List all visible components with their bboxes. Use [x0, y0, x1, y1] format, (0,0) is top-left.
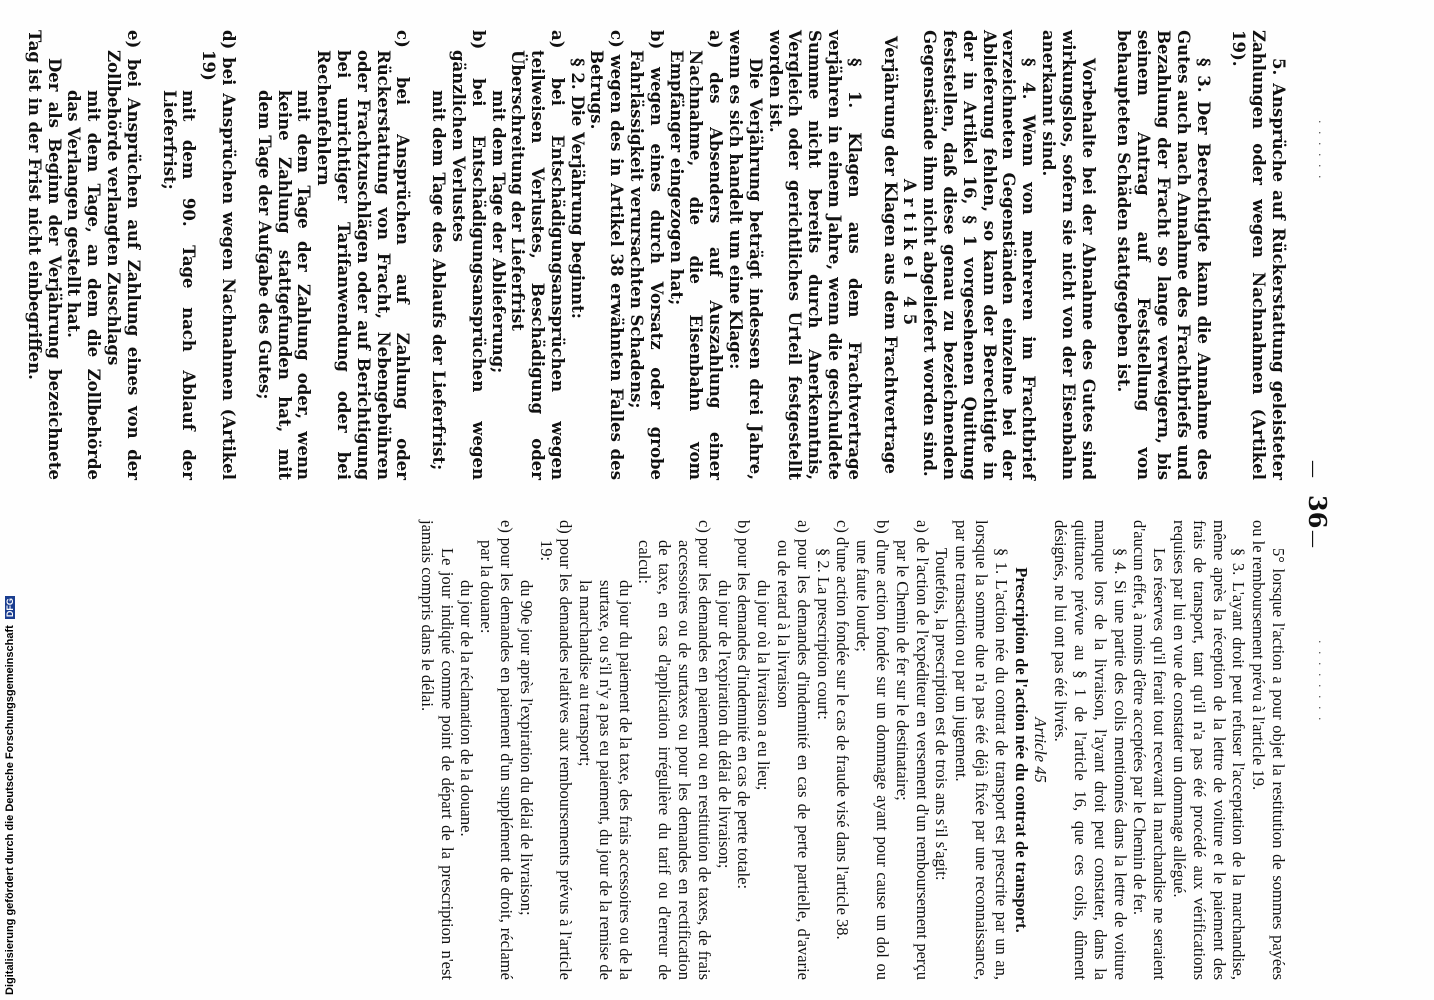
fr-sub-c: c) pour les demandes en paiement ou en restitution de taxes, de frais accessoires ou de surtaxes ou pour les demandes en rectification de taxe, en cas d'application irrégulière du tarif ou d'erreur de calcul: — [635, 520, 714, 980]
de-article-heading: Artikel 45 — [900, 178, 920, 332]
fr-item-c: c) d'une action fondée sur le cas de fraude visé dans l'article 38. — [833, 520, 853, 940]
fr-article-title: Prescription de l'action née du contrat de transport. — [1011, 567, 1031, 933]
header-dash-right: — — [1303, 530, 1324, 548]
fr-sub-b-when: du jour de l'expiration du délai de livraison; — [714, 580, 734, 869]
page-number: 36 — [1303, 495, 1332, 529]
de-para-0: 5. Ansprüche auf Rückerstattung geleisteter Zahlungen oder wegen Nachnahmen (Artikel 19). — [1229, 30, 1288, 480]
de-para-7: Der als Beginn der Verjährung bezeichnete Tag ist in der Frist nicht einbegriffen. — [24, 30, 64, 480]
digitization-credit — [4, 596, 16, 995]
de-item-c: c) wegen des in Artikel 38 erwähnten Falles des Betrugs. — [587, 30, 627, 480]
fr-item-b: b) d'une action fondée sur un dommage ayant pour cause un dol ou une faute lourde; — [853, 520, 893, 980]
de-para-1: § 3. Der Berechtigte kann die Annahme des Gutes auch nach Annahme des Frachtbriefs und Bezahlung der Fracht so lange verweigern, bis seinem Antrag auf Feststellung von behaupteten Schäden stattgegeben ist. — [1114, 30, 1213, 480]
de-article-title: Verjährung der Klagen aus dem Frachtvertrage — [880, 36, 900, 474]
credit-text: Digitalisierung gefördert durch die Deutsche Forschungsgemeinschaft — [4, 625, 16, 995]
de-para-6: § 2. Die Verjährung beginnt: — [567, 58, 587, 319]
fr-para-7: Le jour indiqué comme point de départ de la prescription n'est jamais compris dans le délai. — [417, 520, 457, 980]
fr-para-1: § 3. L'ayant droit peut refuser l'acceptation de la marchandise, même après la réception de la lettre de voiture et le paiement des frais de transport, tant qu'il n'a pas été procédé aux vérifications requises par lui en vue de constater un dommage allégué. — [1170, 520, 1249, 980]
de-para-5: Die Verjährung beträgt indessen drei Jahre, wenn es sich handelt um eine Klage: — [726, 30, 765, 480]
header-dash-left: — — [1303, 460, 1324, 478]
fr-para-6: § 2. La prescription court: — [813, 548, 833, 720]
de-sub-d: d) bei Ansprüchen wegen Nachnahmen (Artikel 19) — [199, 30, 238, 480]
french-column — [417, 520, 1288, 980]
de-item-b: b) wegen eines durch Vorsatz oder grobe Fahrlässigkeit verursachten Schadens; — [627, 30, 666, 480]
dfg-logo: DFG — [5, 598, 15, 618]
fr-para-0: 5° lorsque l'action a pour objet la restitution de sommes payées ou le remboursement prévu à l'article 19. — [1249, 520, 1288, 980]
header-noise-right: · · · · · · · · — [1313, 640, 1326, 723]
header-noise-left: · · · · · · — [1313, 120, 1326, 181]
fr-sub-c-when: du jour du paiement de la taxe, des frais accessoires ou de la surtaxe, ou s'il n'y a pas eu paiement, du jour de la remise de la marchandise au transport; — [576, 580, 635, 980]
fr-article-heading: Article 45 — [1031, 717, 1051, 783]
de-sub-d-when: mit dem 90. Tage nach Ablauf der Lieferfrist; — [159, 90, 199, 480]
fr-sub-e: e) pour les demandes en paiement d'un supplément de droit, réclamé par la douane: — [477, 520, 516, 980]
fr-para-2: Les réserves qu'il ferait tout recevant la marchandise ne seraient d'aucun effet, à moins d'être acceptées par le Chemin de fer. — [1130, 520, 1170, 980]
de-sub-a: a) bei Entschädigungsansprüchen wegen teilweisen Verlustes, Beschädigung oder Überschreitung der Lieferfrist — [508, 30, 567, 480]
fr-para-4: § 1. L'action née du contrat de transport est prescrite par un an, lorsque la somme due n'a pas été déjà fixée par une reconnaissance, par une transaction ou par un jugement. — [952, 520, 1011, 980]
fr-sub-d: d) pour les demandes relatives aux remboursements prévus à l'article 19: — [536, 520, 576, 980]
german-column — [24, 30, 1288, 480]
de-sub-c: c) bei Ansprüchen auf Zahlung oder Rückerstattung von Fracht, Nebengebühren oder Frachtzuschlägen oder auf Berichtigung bei unrichtiger Tarifanwendung oder bei Rechenfehlern — [314, 30, 413, 480]
de-item-a: a) des Absenders auf Auszahlung einer Nachnahme, die die Eisenbahn vom Empfänger eingezogen hat; — [666, 30, 726, 480]
de-para-4: § 1. Klagen aus dem Frachtvertrage verjähren in einem Jahre, wenn die geschuldete Summe nicht bereits durch Anerkenntnis, Vergleich oder gerichtliches Urteil festgestellt worden ist. — [765, 30, 864, 480]
de-para-2: Vorbehalte bei der Abnahme des Gutes sind wirkungslos, sofern sie nicht von der Eisenbahn anerkannt sind. — [1039, 30, 1098, 480]
fr-sub-b: b) pour les demandes d'indemnité en cas de perte totale: — [734, 520, 754, 890]
fr-sub-d-when: du 90e jour après l'expiration du délai de livraison; — [516, 580, 536, 916]
de-para-3: § 4. Wenn von mehreren im Frachtbrief verzeichneten Gegenständen einzelne bei der Ablieferung fehlen, so kann der Berechtigte in der in Artikel 16, § 1 vorgesehenen Quittung feststellen, daß diese genau zu bezeichnenden Gegenstände ihm nicht abgeliefert worden sind. — [920, 30, 1039, 480]
de-sub-b: b) bei Entschädigungsansprüchen wegen gänzlichen Verlustes — [448, 30, 488, 480]
fr-item-a: a) de l'action de l'expéditeur en versement d'un remboursement perçu par le Chemin de fer sur le destinataire; — [892, 520, 932, 980]
de-sub-c-when: mit dem Tage der Zahlung oder, wenn keine Zahlung stattgefunden hat, mit dem Tage der Aufgabe des Gutes; — [254, 90, 314, 480]
fr-sub-a: a) pour les demandes d'indemnité en cas de perte partielle, d'avarie ou de retard à la livraison — [774, 520, 813, 980]
de-sub-b-when: mit dem Tage des Ablaufs der Lieferfrist; — [429, 90, 449, 471]
fr-para-5: Toutefois, la prescription est de trois ans s'il s'agit: — [932, 548, 952, 881]
de-sub-e: e) bei Ansprüchen auf Zahlung eines von der Zollbehörde verlangten Zuschlags — [103, 30, 143, 480]
de-sub-e-when: mit dem Tage, an dem die Zollbehörde das Verlangen gestellt hat. — [64, 90, 104, 480]
fr-para-3: § 4. Si une partie des colis mentionnés dans la lettre de voiture manque lors de la livraison, l'ayant droit peut constater, dans la quittance prévue au § 1 de l'article 16, que ces colis, dûment désignés, ne lui ont pas été livrés. — [1051, 520, 1130, 980]
rotated-page-content — [24, 0, 1332, 1000]
fr-sub-e-when: du jour de la réclamation de la douane. — [457, 580, 477, 837]
de-sub-a-when: mit dem Tage der Ablieferung; — [488, 90, 508, 374]
fr-sub-a-when: du jour où la livraison a eu lieu; — [754, 580, 774, 791]
